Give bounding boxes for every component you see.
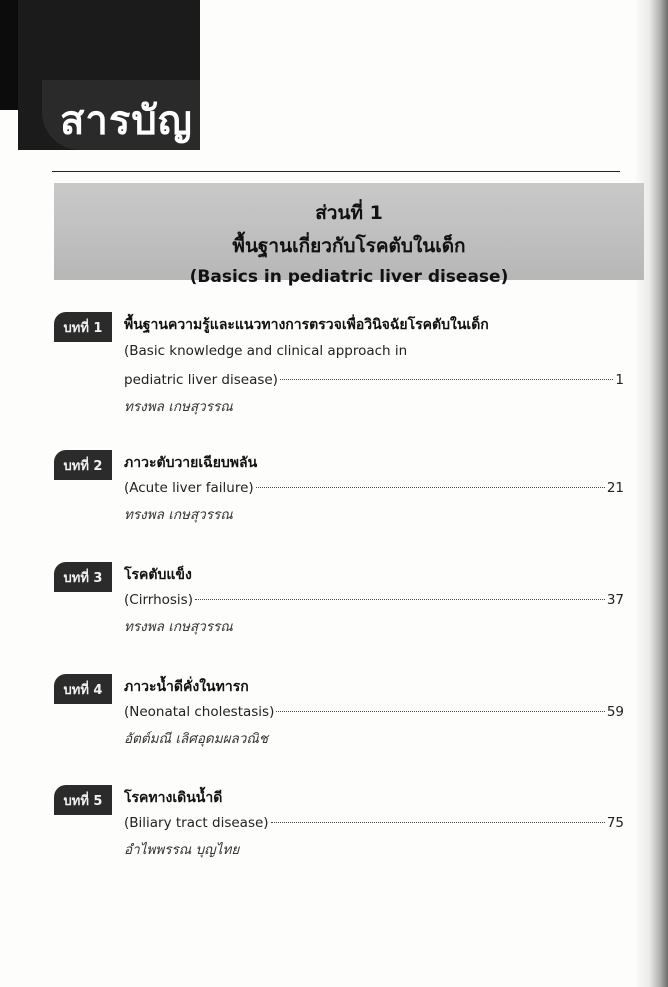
page-number: 21: [606, 480, 624, 496]
toc-leader-line: [124, 366, 624, 394]
page-number: 75: [606, 815, 624, 831]
chapter-thai-title: โรคทางเดินน้ำดี: [124, 790, 223, 806]
chapter-author: ทรงพล เกษสุวรรณ: [124, 507, 233, 523]
chapter-author: ทรงพล เกษสุวรรณ: [124, 399, 233, 415]
dot-leader: [276, 711, 604, 712]
chapter-badge: บทที่ 4: [54, 674, 112, 704]
section-heading: ส่วนที่ 1: [315, 202, 383, 224]
toc-leader-line: [124, 698, 624, 726]
dot-leader: [280, 379, 613, 380]
dot-leader: [271, 822, 605, 823]
page-title: สารบัญ: [60, 98, 193, 144]
section-header: [54, 183, 644, 287]
chapter-english-title: pediatric liver disease): [124, 372, 278, 388]
chapter-english-title: (Cirrhosis): [124, 592, 193, 608]
header-divider: [52, 171, 620, 172]
section-thai-title: พื้นฐานเกี่ยวกับโรคตับในเด็ก: [232, 235, 466, 257]
toc-leader-line: [124, 474, 624, 502]
chapter-thai-title: ภาวะน้ำดีคั่งในทารก: [124, 679, 249, 695]
page-number: 37: [606, 592, 624, 608]
page-number: 1: [615, 372, 624, 388]
chapter-english-title: (Biliary tract disease): [124, 815, 269, 831]
toc-leader-line: [124, 586, 624, 614]
chapter-english-title: (Acute liver failure): [124, 480, 254, 496]
chapter-english-title-line: (Basic knowledge and clinical approach in: [124, 343, 408, 359]
chapter-badge: บทที่ 2: [54, 450, 112, 480]
chapter-thai-title: โรคตับแข็ง: [124, 567, 192, 583]
toc-leader-line: [124, 809, 624, 837]
section-english-title: (Basics in pediatric liver disease): [189, 267, 509, 287]
chapter-badge: บทที่ 5: [54, 785, 112, 815]
chapter-author: ทรงพล เกษสุวรรณ: [124, 619, 233, 635]
dot-leader: [256, 487, 605, 488]
page-number: 59: [606, 704, 624, 720]
dot-leader: [195, 599, 605, 600]
chapter-badge: บทที่ 3: [54, 562, 112, 592]
chapter-author: อำไพพรรณ บุญไทย: [124, 842, 240, 858]
chapter-author: อัตต์มณี เลิศอุดมผลวณิช: [124, 731, 269, 747]
chapter-thai-title: ภาวะตับวายเฉียบพลัน: [124, 455, 258, 471]
chapter-english-title: (Neonatal cholestasis): [124, 704, 275, 720]
chapter-thai-title: พื้นฐานความรู้และแนวทางการตรวจเพื่อวินิจฉัยโรคตับในเด็ก: [124, 317, 489, 333]
page-edge-shadow: [634, 0, 668, 987]
chapter-badge: บทที่ 1: [54, 312, 112, 342]
